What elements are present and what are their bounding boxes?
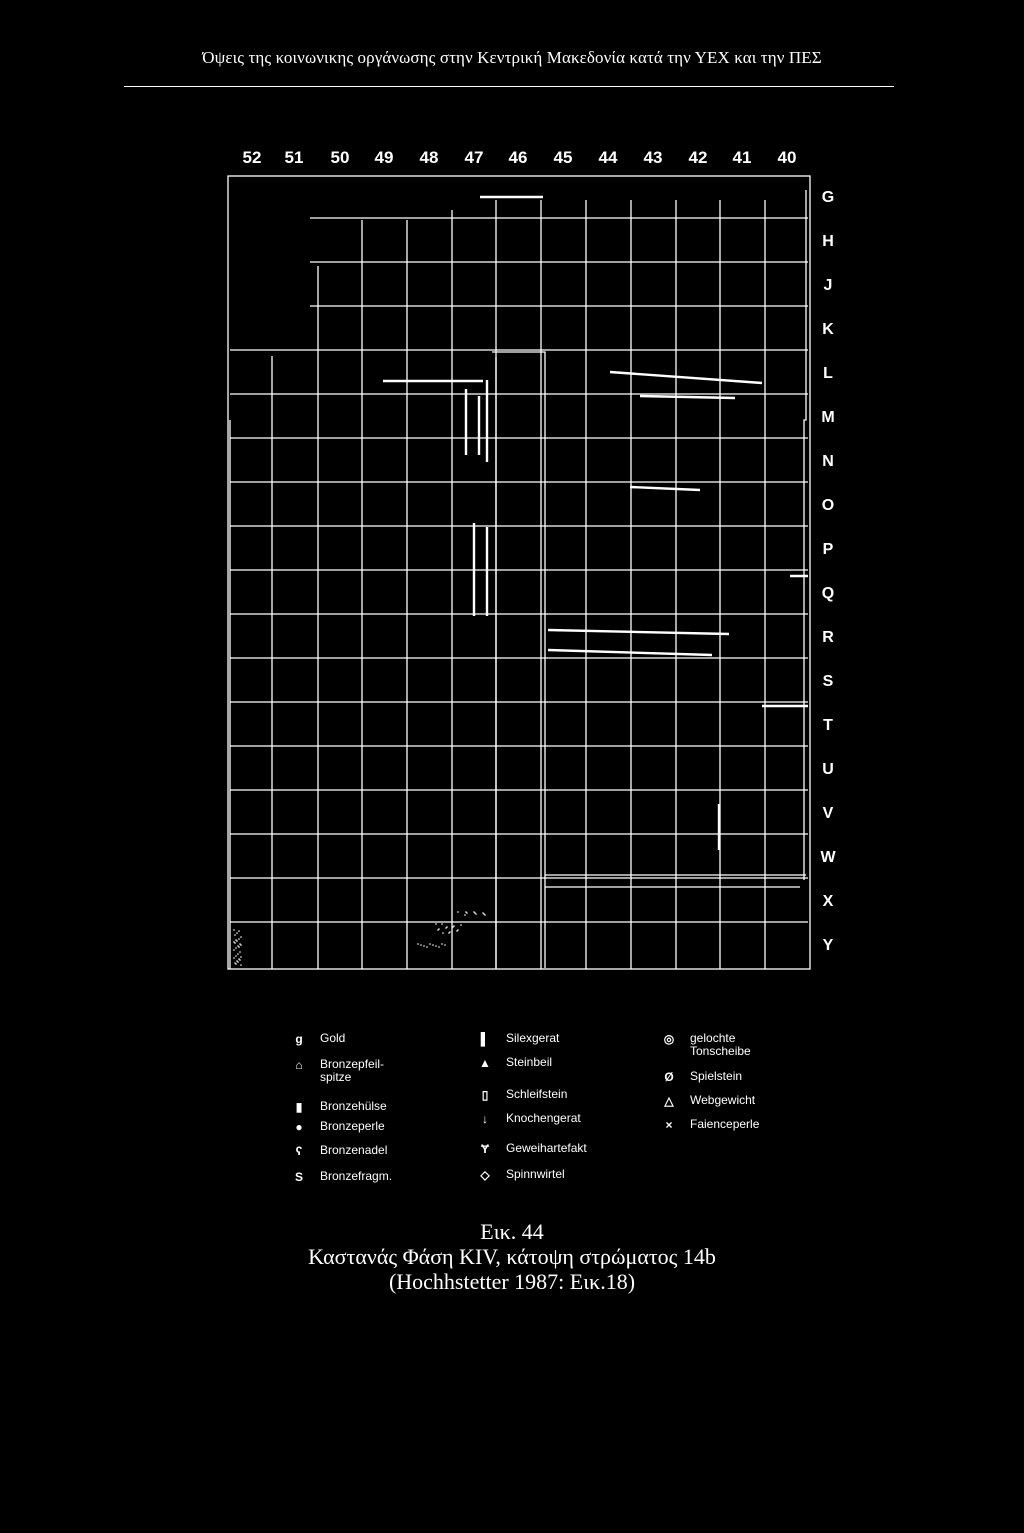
find-dot — [233, 941, 235, 943]
column-label: 43 — [643, 148, 663, 167]
find-dot — [460, 924, 462, 926]
find-dot — [420, 944, 422, 946]
caption-figure-number: Εικ. 44 — [480, 1219, 544, 1244]
find-dot — [473, 911, 475, 913]
spindle-whorl-icon: ◇ — [480, 1168, 490, 1182]
figure-caption — [0, 1219, 1024, 1294]
wall-fragment — [548, 650, 712, 655]
row-label: V — [822, 805, 834, 822]
find-dot — [417, 943, 419, 945]
legend-label: Faienceperle — [690, 1117, 760, 1131]
legend-label: Steinbeil — [506, 1055, 553, 1069]
row-label: X — [822, 893, 834, 910]
column-label: 50 — [330, 148, 350, 167]
find-dot — [237, 953, 239, 955]
legend-item — [288, 1100, 387, 1114]
caption-source: (Hochhstetter 1987: Εικ.18) — [388, 1269, 636, 1294]
find-dot — [465, 911, 467, 913]
wall-fragment — [548, 630, 729, 634]
column-label: 41 — [732, 148, 752, 167]
legend-label: Bronzenadel — [320, 1143, 388, 1157]
legend-item — [288, 1032, 345, 1046]
column-label: 42 — [688, 148, 708, 167]
find-dot — [239, 951, 241, 953]
wall-fragment — [610, 372, 762, 383]
legend-label: Webgewicht — [690, 1093, 756, 1107]
find-dot — [240, 956, 242, 958]
row-label: O — [821, 497, 835, 514]
find-dot — [233, 957, 235, 959]
find-dot — [444, 944, 446, 946]
column-label: 45 — [553, 148, 573, 167]
legend-item — [288, 1144, 387, 1158]
find-dot — [442, 932, 444, 934]
legend-item — [658, 1032, 751, 1058]
column-label: 47 — [464, 148, 484, 167]
legend — [0, 1032, 1024, 1192]
row-label: G — [821, 189, 835, 206]
find-dot — [238, 930, 240, 932]
wall-fragment — [630, 487, 700, 490]
bronze-pin-icon: ʕ — [295, 1144, 303, 1158]
row-label: U — [822, 761, 834, 778]
legend-item — [288, 1120, 385, 1134]
gaming-piece-icon: Ø — [664, 1070, 674, 1084]
bronze-arrowhead-icon: ⌂ — [295, 1058, 303, 1072]
antler-artifact-icon: Ɏ — [480, 1142, 489, 1156]
faience-bead-icon: × — [665, 1118, 673, 1132]
legend-item — [474, 1088, 567, 1102]
legend-item — [288, 1058, 384, 1084]
legend-label: Gold — [320, 1031, 346, 1045]
wall-fragment — [640, 396, 735, 398]
central-trench-outline — [492, 352, 545, 968]
find-dot — [464, 914, 466, 916]
find-dot — [441, 943, 443, 945]
trench-right-edge — [804, 190, 806, 880]
legend-item — [474, 1112, 581, 1126]
find-dot — [233, 929, 235, 931]
legend-label: Knochengerat — [506, 1111, 581, 1125]
legend-label: Bronzepfeil- spitze — [320, 1057, 385, 1084]
legend-item — [474, 1056, 552, 1070]
caption-title: Καστανάς Φάση ΚΙV, κάτοψη στρώματος 14b — [308, 1244, 716, 1269]
find-dot — [456, 930, 458, 932]
legend-label: Bronzehülse — [320, 1099, 387, 1113]
row-label: N — [822, 453, 834, 470]
bronze-fragment-icon: S — [294, 1170, 303, 1184]
find-dot — [432, 944, 434, 946]
bone-tool-icon: ↓ — [482, 1112, 488, 1126]
legend-label: Bronzefragm. — [320, 1169, 393, 1183]
find-dot — [235, 955, 237, 957]
row-label: R — [822, 629, 834, 646]
find-dot — [240, 964, 242, 966]
find-dot — [426, 946, 428, 948]
whetstone-icon: ▯ — [481, 1088, 489, 1102]
loom-weight-icon: △ — [664, 1094, 674, 1108]
row-label: Y — [822, 937, 834, 954]
bronze-bead-icon: ● — [295, 1120, 303, 1134]
row-label: T — [823, 717, 833, 734]
column-label: 51 — [284, 148, 304, 167]
find-dot — [236, 960, 238, 962]
perforated-disc-icon: ◎ — [663, 1032, 675, 1046]
legend-label: Bronzeperle — [320, 1119, 385, 1133]
plan-outer-frame — [228, 176, 810, 969]
find-dot — [448, 932, 450, 934]
column-label: 48 — [419, 148, 439, 167]
legend-item — [288, 1170, 392, 1184]
find-dot — [423, 945, 425, 947]
find-dot — [437, 929, 439, 931]
bronze-socket-icon: ▮ — [295, 1100, 303, 1114]
find-dot — [435, 945, 437, 947]
find-dot — [445, 927, 447, 929]
row-label: W — [820, 849, 836, 866]
find-dot — [234, 934, 236, 936]
find-dot — [235, 939, 237, 941]
legend-label: Geweihartefakt — [506, 1141, 587, 1155]
legend-item — [474, 1168, 565, 1182]
row-label: H — [822, 233, 834, 250]
legend-label: Spielstein — [690, 1069, 743, 1083]
row-label: M — [821, 409, 835, 426]
column-label: 46 — [508, 148, 528, 167]
find-dot — [234, 962, 236, 964]
legend-item — [474, 1032, 559, 1046]
legend-label: Schleifstein — [506, 1087, 568, 1101]
flint-tool-icon: ▌ — [480, 1032, 490, 1046]
column-label: 49 — [374, 148, 394, 167]
legend-item — [474, 1142, 587, 1156]
row-label: P — [822, 541, 834, 558]
running-title: Όψεις της κοινωνικης οργάνωσης στην Κεντρική Μακεδονία κατά την ΥΕΧ και την ΠΕΣ — [202, 48, 822, 67]
find-dot — [429, 943, 431, 945]
find-dot — [238, 958, 240, 960]
find-dot — [441, 923, 443, 925]
legend-item — [658, 1070, 742, 1084]
find-dot — [236, 932, 238, 934]
find-dot — [237, 945, 239, 947]
row-label: S — [822, 673, 834, 690]
stone-axe-icon: ▲ — [479, 1056, 491, 1070]
row-label: L — [823, 365, 833, 382]
column-label: 52 — [242, 148, 262, 167]
column-label: 44 — [598, 148, 618, 167]
legend-label: gelochte Tonscheibe — [690, 1031, 751, 1058]
find-dot — [240, 936, 242, 938]
row-label: K — [822, 321, 834, 338]
find-dot — [435, 923, 437, 925]
find-dot — [482, 912, 484, 914]
legend-label: Spinnwirtel — [506, 1167, 565, 1181]
gold-icon: ɡ — [295, 1032, 303, 1046]
find-dot — [438, 946, 440, 948]
legend-item — [658, 1094, 755, 1108]
row-label: J — [823, 277, 833, 294]
row-label: Q — [821, 585, 835, 602]
find-dot — [233, 949, 235, 951]
find-dot — [457, 911, 459, 913]
find-dot — [238, 938, 240, 940]
find-dot — [239, 943, 241, 945]
column-label: 40 — [777, 148, 797, 167]
legend-item — [658, 1118, 759, 1132]
find-dot — [452, 926, 454, 928]
find-dot — [235, 947, 237, 949]
legend-label: Silexgerat — [506, 1031, 560, 1045]
